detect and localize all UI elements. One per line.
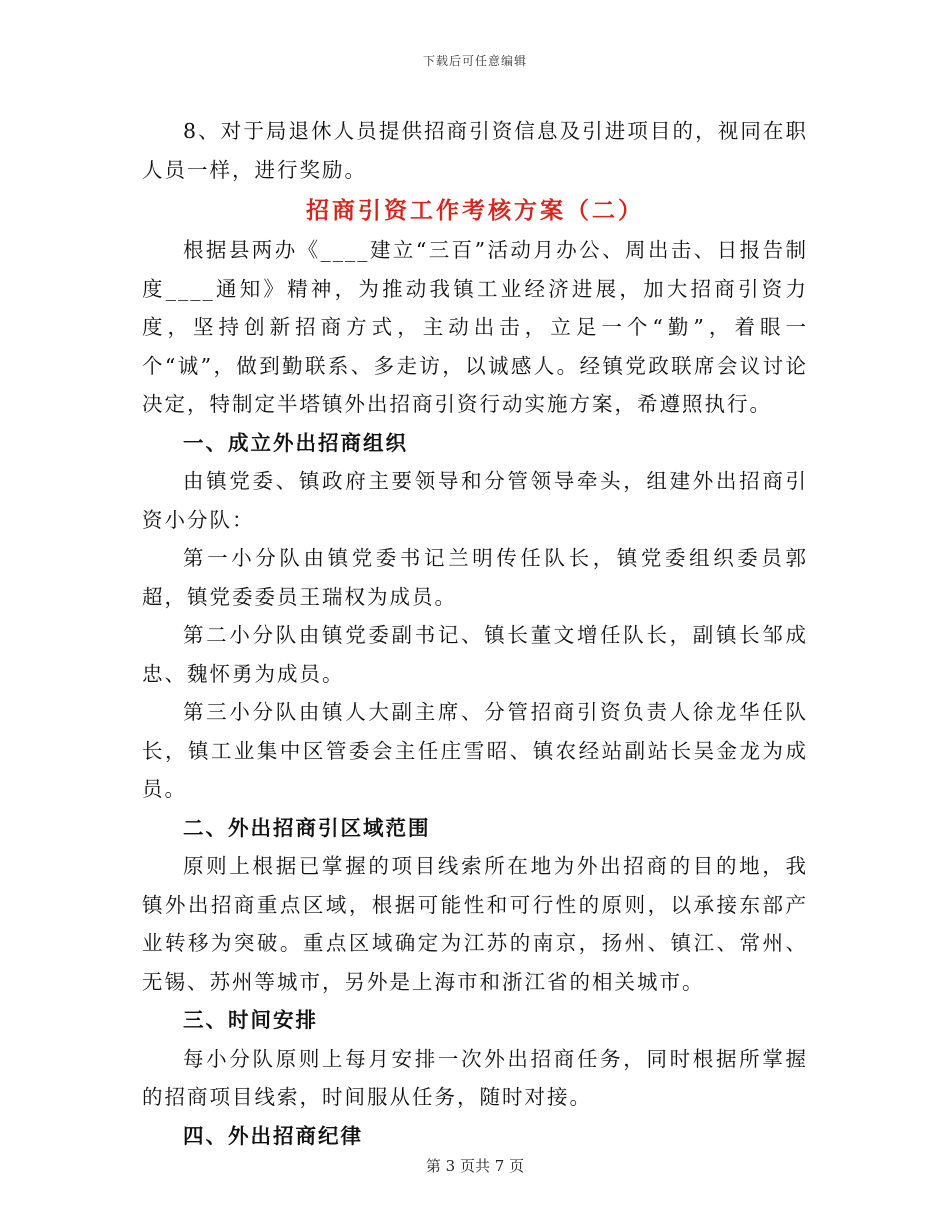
section-2-heading: 二、外出招商引区域范围 xyxy=(183,815,431,840)
intro-item-8: 8、对于局退休人员提供招商引资信息及引进项目的，视同在职人员一样，进行奖励。 xyxy=(142,119,808,182)
section-1-paragraph-4: 第三小分队由镇人大副主席、分管招商引资负责人徐龙华任队长，镇工业集中区管委会主任庄雪昭、镇农经站副站长吴金龙为成员。 xyxy=(142,700,808,801)
section-3-paragraph-1: 每小分队原则上每月安排一次外出招商任务，同时根据所掌握的招商项目线索，时间服从任务，随时对接。 xyxy=(142,1046,808,1109)
page-header-note: 下载后可任意编辑 xyxy=(422,54,527,68)
document-body xyxy=(142,112,808,1155)
section-1-paragraph-1: 由镇党委、镇政府主要领导和分管领导牵头，组建外出招商引资小分队： xyxy=(142,469,808,532)
section-1-heading: 一、成立外出招商组织 xyxy=(183,430,408,455)
section-4-heading: 四、外出招商纪律 xyxy=(183,1123,363,1148)
section-2-paragraph-1: 原则上根据已掌握的项目线索所在地为外出招商的目的地，我镇外出招商重点区域，根据可能性和可行性的原则，以承接东部产业转移为突破。重点区域确定为江苏的南京，扬州、镇江、常州、无锡、苏州等城市，另外是上海市和浙江省的相关城市。 xyxy=(142,854,808,994)
section-1-paragraph-2: 第一小分队由镇党委书记兰明传任队长，镇党委组织委员郭超，镇党委委员王瑞权为成员。 xyxy=(142,546,808,609)
document-title: 招商引资工作考核方案（二） xyxy=(306,198,644,224)
section-1-paragraph-3: 第二小分队由镇党委副书记、镇长董文增任队长，副镇长邹成忠、魏怀勇为成员。 xyxy=(142,623,808,686)
section-3-heading: 三、时间安排 xyxy=(183,1008,318,1032)
page-number-footer: 第 3 页共 7 页 xyxy=(425,1157,525,1175)
preamble-paragraph: 根据县两办《____建立“三百”活动月办公、周出击、日报告制度____通知》精神，为推动我镇工业经济进展，加大招商引资力度，坚持创新招商方式，主动出击，立足一个“勤”，着眼一个“诚”，做到勤联系、多走访，以诚感人。经镇党政联席会议讨论决定，特制定半塔镇外出招商引资行动实施方案，希遵照执行。 xyxy=(142,238,808,416)
